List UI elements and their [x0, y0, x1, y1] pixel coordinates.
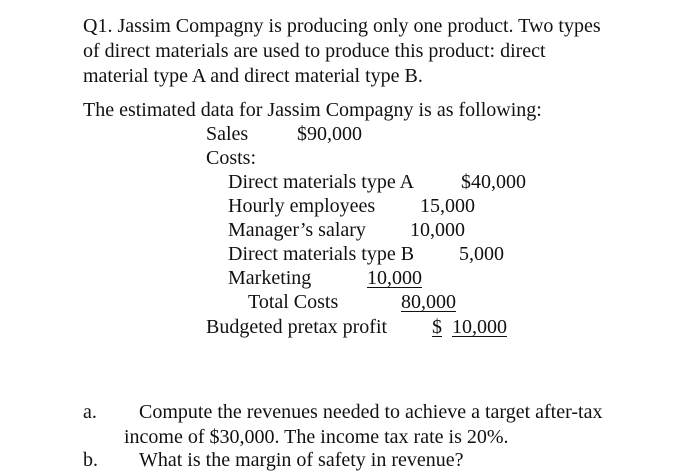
cost-item-label: Manager’s salary: [228, 219, 366, 241]
budgeted-profit-value: [432, 315, 507, 339]
sales-value: $90,000: [297, 123, 362, 145]
cost-item-label: Marketing: [228, 267, 312, 289]
cost-item-value: 10,000: [410, 219, 465, 241]
task-a-line-1: Compute the revenues needed to achieve a target after-tax: [139, 401, 603, 423]
cost-item-value: $40,000: [461, 171, 526, 193]
task-marker-a: a.: [83, 401, 97, 423]
task-marker-b: b.: [83, 449, 98, 471]
budgeted-profit-label: Budgeted pretax profit: [206, 316, 388, 338]
total-costs-label: Total Costs: [248, 291, 339, 313]
question-title-line-1: Q1. Jassim Compagny is producing only one product. Two types: [83, 15, 601, 37]
cost-item-value: 10,000: [367, 267, 422, 289]
costs-label: Costs:: [206, 147, 257, 169]
cost-item-label: Direct materials type A: [228, 171, 415, 193]
task-a-line-2: income of $30,000. The income tax rate is 20%.: [124, 426, 509, 448]
cost-item-label: Direct materials type B: [228, 243, 415, 265]
total-costs-value: 80,000: [401, 291, 456, 313]
cost-item-value: 15,000: [420, 195, 475, 217]
sales-label: Sales: [206, 123, 249, 145]
budgeted-profit-amount: 10,000: [452, 316, 507, 338]
budgeted-profit-currency: $: [432, 316, 442, 338]
data-intro: The estimated data for Jassim Compagny is as following:: [83, 99, 542, 121]
question-title-line-3: material type A and direct material type B.: [83, 65, 423, 87]
question-title-line-2: of direct materials are used to produce this product: direct: [83, 40, 546, 62]
task-b-line-1: What is the margin of safety in revenue?: [139, 449, 464, 471]
cost-item-label: Hourly employees: [228, 195, 376, 217]
cost-item-value: 5,000: [459, 243, 504, 265]
